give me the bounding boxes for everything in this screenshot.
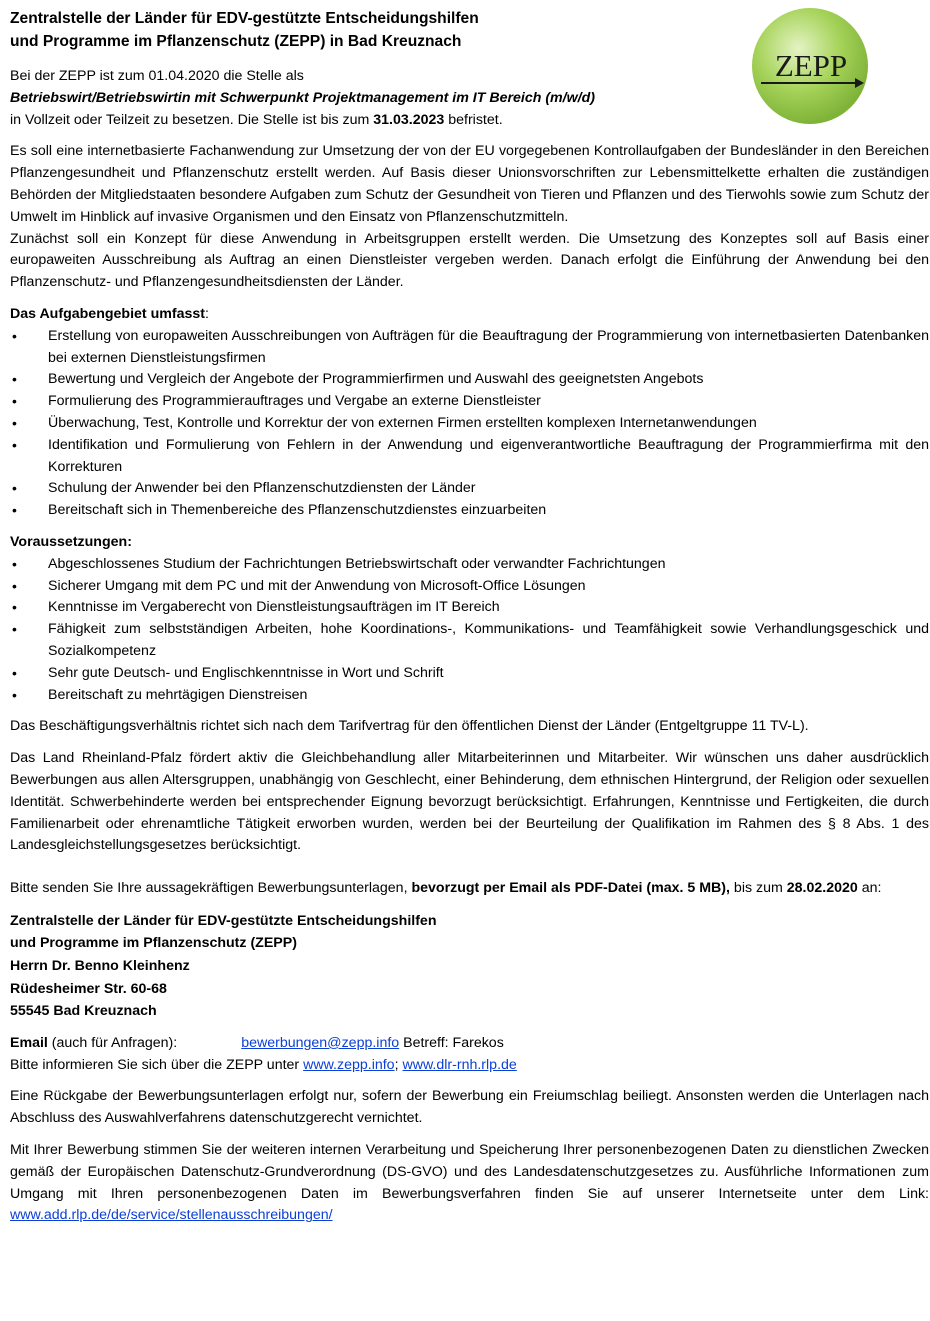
address-line: Zentralstelle der Länder für EDV-gestützte Entscheidungshilfen: [10, 912, 437, 929]
email-contact: Email (auch für Anfragen): bewerbungen@zepp.info Betreff: Farekos: [10, 1034, 504, 1051]
dlr-website-link[interactable]: www.dlr-rnh.rlp.de: [402, 1056, 517, 1073]
zepp-website-link[interactable]: www.zepp.info: [303, 1056, 395, 1073]
list-item: • Sicherer Umgang mit dem PC und mit der Anwendung von Microsoft-Office Lösungen: [10, 576, 929, 598]
list-item: • Bewertung und Vergleich der Angebote der Programmierfirmen und Auswahl des geeignetsten Angebots: [10, 369, 929, 391]
privacy-note: Mit Ihrer Bewerbung stimmen Sie der weiteren internen Verarbeitung und Speicherung Ihrer personenbezogenen Daten zu dienstlichen Zwecken gemäß der Europäischen Datenschutz-Grundverordnung (DS-GVO) und des Landesdatenschutzgesetzes zu. Ausführliche Informationen zum Umgang mit Ihren personenbezogenen Daten im Bewerbungsverfahren finden Sie auf unserer Internetseite unter dem Link: www.add.rlp.de/de/service/stellenausschreibungen/: [10, 1142, 929, 1224]
intro-terms: in Vollzeit oder Teilzeit zu besetzen. Die Stelle ist bis zum 31.03.2023 befristet.: [10, 111, 503, 128]
title-line-2: und Programme im Pflanzenschutz (ZEPP) in Bad Kreuznach: [10, 33, 462, 50]
title-line-1: Zentralstelle der Länder für EDV-gestützte Entscheidungshilfen: [10, 10, 479, 27]
intro-line: Bei der ZEPP ist zum 01.04.2020 die Stelle als: [10, 68, 304, 84]
email-label: Email: [10, 1034, 48, 1051]
postal-address: [10, 910, 929, 1023]
tasks-list: [10, 326, 929, 522]
equality-statement: Das Land Rheinland-Pfalz fördert aktiv die Gleichbehandlung aller Mitarbeiterinnen und Mitarbeiter. Wir wünschen uns daher ausdrücklich Bewerbungen aus allen Altersgruppen, unabhängig von Geschlecht, einer Behinderung, dem ethnischen Hintergrund, der Religion oder sexuellen Identität. Schwerbehinderte werden bei entsprechender Eignung bevorzugt berücksichtigt. Erfahrungen, Kenntnisse und Fertigkeiten, die durch Familienarbeit oder ehrenamtliche Tätigkeit erworben wurden, werden bei der Beurteilung der Qualifikation im Rahmen des § 8 Abs. 1 des Landesgleichstellungsgesetzes berücksichtigt.: [10, 750, 929, 854]
return-note: Eine Rückgabe der Bewerbungsunterlagen erfolgt nur, sofern der Bewerbung ein Freiumschlag beiliegt. Ansonsten werden die Unterlagen nach Abschluss des Auswahlverfahrens datenschutzgerecht vernichtet.: [10, 1088, 929, 1127]
list-item: • Bereitschaft sich in Themenbereiche des Pflanzenschutzdienstes einzuarbeiten: [10, 500, 929, 522]
list-item: • Erstellung von europaweiten Ausschreibungen von Aufträgen für die Beauftragung der Programmierung von internetbasierten Datenbanken bei externen Dienstleistungsfirmen: [10, 326, 929, 370]
application-instructions: Bitte senden Sie Ihre aussagekräftigen Bewerbungsunterlagen, bevorzugt per Email als PDF-Datei (max. 5 MB), bis zum 28.02.2020 an:: [10, 880, 882, 897]
deadline: 28.02.2020: [786, 880, 858, 897]
list-item: • Schulung der Anwender bei den Pflanzenschutzdiensten der Länder: [10, 478, 929, 500]
requirements-heading: Voraussetzungen:: [10, 533, 132, 550]
list-item: • Formulierung des Programmierauftrages und Vergabe an externe Dienstleister: [10, 391, 929, 413]
privacy-link[interactable]: www.add.rlp.de/de/service/stellenausschreibungen/: [10, 1207, 333, 1224]
list-item: • Fähigkeit zum selbstständigen Arbeiten, hohe Koordinations-, Kommunikations- und Teamfähigkeit sowie Verhandlungsgeschick und Sozialkompetenz: [10, 619, 929, 663]
address-line: Rüdesheimer Str. 60-68: [10, 980, 167, 997]
address-line: Herrn Dr. Benno Kleinhenz: [10, 958, 190, 975]
address-line: 55545 Bad Kreuznach: [10, 1003, 157, 1020]
end-date: 31.03.2023: [373, 111, 445, 128]
tasks-heading: Das Aufgabengebiet umfasst:: [10, 305, 209, 322]
employment-terms: Das Beschäftigungsverhältnis richtet sich nach dem Tarifvertrag für den öffentlichen Dienst der Länder (Entgeltgruppe 11 TV-L).: [10, 718, 809, 735]
email-subject: Betreff: Farekos: [399, 1034, 504, 1051]
email-link[interactable]: bewerbungen@zepp.info: [241, 1034, 400, 1051]
position-title: Betriebswirt/Betriebswirtin mit Schwerpunkt Projektmanagement im IT Bereich (m/w/d): [10, 89, 595, 106]
list-item: • Kenntnisse im Vergaberecht von Dienstleistungsaufträgen im IT Bereich: [10, 597, 929, 619]
info-links: Bitte informieren Sie sich über die ZEPP unter www.zepp.info; www.dlr-rnh.rlp.de: [10, 1056, 517, 1073]
list-item: • Identifikation und Formulierung von Fehlern in der Anwendung und eigenverantwortliche Beauftragung der Programmierfirma mit den Korrekturen: [10, 435, 929, 479]
list-item: • Bereitschaft zu mehrtägigen Dienstreisen: [10, 685, 929, 707]
list-item: • Überwachung, Test, Kontrolle und Korrektur der von externen Firmen erstellten komplexen Internetanwendungen: [10, 413, 929, 435]
list-item: • Sehr gute Deutsch- und Englischkenntnisse in Wort und Schrift: [10, 663, 929, 685]
page-title: [10, 7, 929, 53]
description-para-1: Es soll eine internetbasierte Fachanwendung zur Umsetzung der von der EU vorgegebenen Kontrollaufgaben der Bundesländer in den Bereichen Pflanzengesundheit und Pflanzenschutz erstellt werden. Auf Basis dieser Unionsvorschriften zur Lebensmittelkette erhalten die zuständigen Behörden der Mitgliedstaaten besondere Aufgaben zum Schutz der Gesundheit von Tieren und Pflanzen und des Tierwohls sowie zum Schutz der Umwelt im Hinblick auf invasive Organismen und den Einsatz von Pflanzenschutzmitteln.: [10, 143, 929, 225]
logo-text: ZEPP: [774, 48, 848, 83]
address-line: und Programme im Pflanzenschutz (ZEPP): [10, 935, 297, 952]
list-item: • Abgeschlossenes Studium der Fachrichtungen Betriebswirtschaft oder verwandter Fachrichtungen: [10, 554, 929, 576]
description-para-2: Zunächst soll ein Konzept für diese Anwendung in Arbeitsgruppen erstellt werden. Die Umsetzung des Konzeptes soll auf Basis einer europaweiten Ausschreibung als Auftrag an einen Dienstleister vergeben werden. Danach erfolgt die Einführung der Anwendung bei den Pflanzenschutz- und Pflanzengesundheitsdiensten der Länder.: [10, 230, 929, 291]
requirements-list: [10, 554, 929, 707]
intro-block: [10, 66, 929, 131]
job-posting: [10, 0, 929, 1227]
